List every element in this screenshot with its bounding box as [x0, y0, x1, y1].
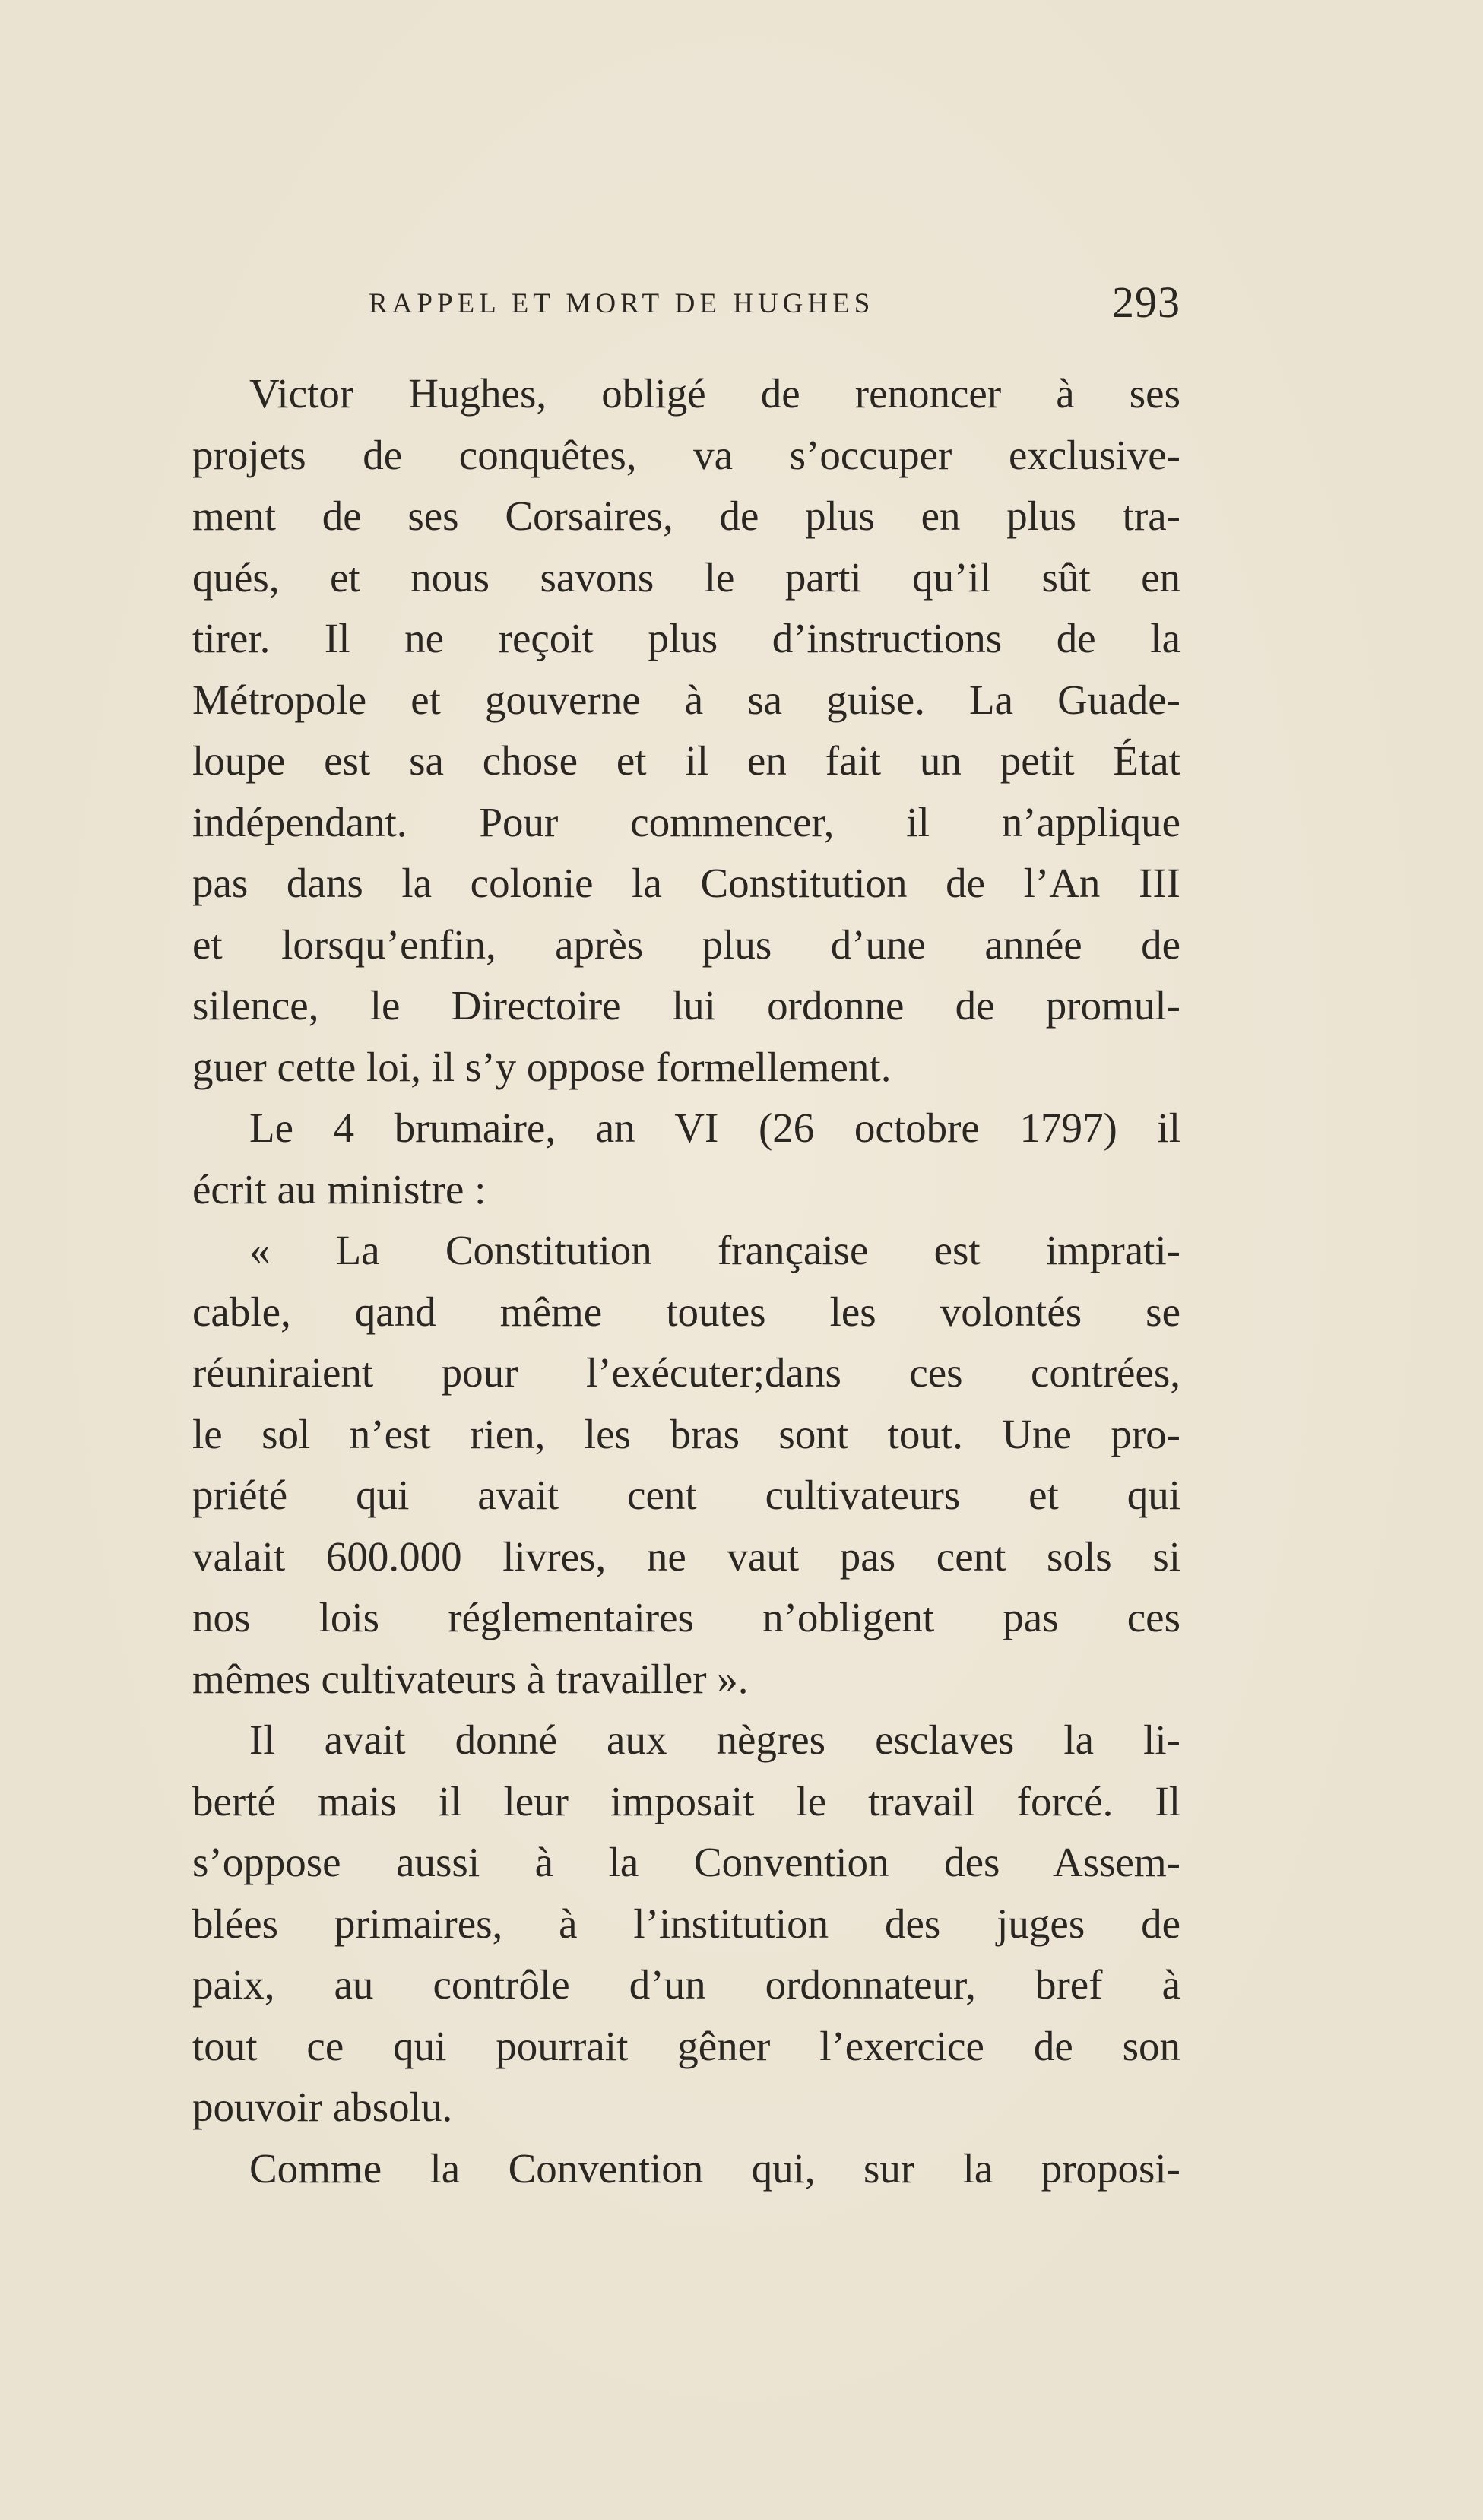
text-line: mêmes cultivateurs à travailler ». [192, 1655, 749, 1702]
text-line: pouvoir absolu. [192, 2084, 453, 2130]
text-line: ment de ses Corsaires, de plus en plus tra- [192, 493, 1180, 539]
text-line: berté mais il leur imposait le travail forcé. Il [192, 1777, 1180, 1824]
text-line: nos lois réglementaires n’obligent pas ces [192, 1594, 1180, 1640]
text-line: valait 600.000 livres, ne vaut pas cent sols si [192, 1533, 1180, 1580]
text-line: écrit au ministre : [192, 1165, 486, 1212]
running-head [369, 277, 1180, 331]
text-line: guer cette loi, il s’y oppose formellement. [192, 1043, 892, 1090]
text-line: silence, le Directoire lui ordonne de promul- [192, 982, 1180, 1029]
body-text [192, 363, 1180, 2199]
text-line: tout ce qui pourrait gêner l’exercice de son [192, 2022, 1180, 2069]
text-line: Le 4 brumaire, an VI (26 octobre 1797) il [249, 1105, 1180, 1151]
text-line: s’oppose aussi à la Convention des Assem- [192, 1839, 1180, 1885]
text-line: tirer. Il ne reçoit plus d’instructions de la [192, 615, 1180, 661]
text-line: blées primaires, à l’institution des juges de [192, 1900, 1180, 1947]
text-line: Comme la Convention qui, sur la proposi- [249, 2144, 1180, 2192]
text-line: projets de conquêtes, va s’occuper exclusive- [192, 431, 1180, 478]
text-line: réuniraient pour l’exécuter;dans ces contrées, [192, 1349, 1180, 1396]
text-line: priété qui avait cent cultivateurs et qui [192, 1472, 1180, 1518]
text-line: « La Constitution française est imprati- [249, 1227, 1180, 1273]
text-line: loupe est sa chose et il en fait un petit État [192, 737, 1180, 784]
text-line: Victor Hughes, obligé de renoncer à ses [249, 370, 1180, 417]
text-line: et lorsqu’enfin, après plus d’une année de [192, 921, 1180, 968]
text-line: cable, qand même toutes les volontés se [192, 1288, 1180, 1335]
page-number: 293 [1112, 277, 1180, 327]
text-line: paix, au contrôle d’un ordonnateur, bref à [192, 1961, 1180, 2008]
text-line: pas dans la colonie la Constitution de l’An III [192, 860, 1180, 906]
text-line: Il avait donné aux nègres esclaves la li- [249, 1716, 1180, 1763]
text-line: Métropole et gouverne à sa guise. La Guade- [192, 676, 1180, 723]
running-title: RAPPEL ET MORT DE HUGHES [369, 288, 875, 319]
text-line: qués, et nous savons le parti qu’il sût en [192, 553, 1180, 601]
text-line: indépendant. Pour commencer, il n’applique [192, 798, 1180, 845]
text-line: le sol n’est rien, les bras sont tout. Une pro- [192, 1410, 1180, 1457]
